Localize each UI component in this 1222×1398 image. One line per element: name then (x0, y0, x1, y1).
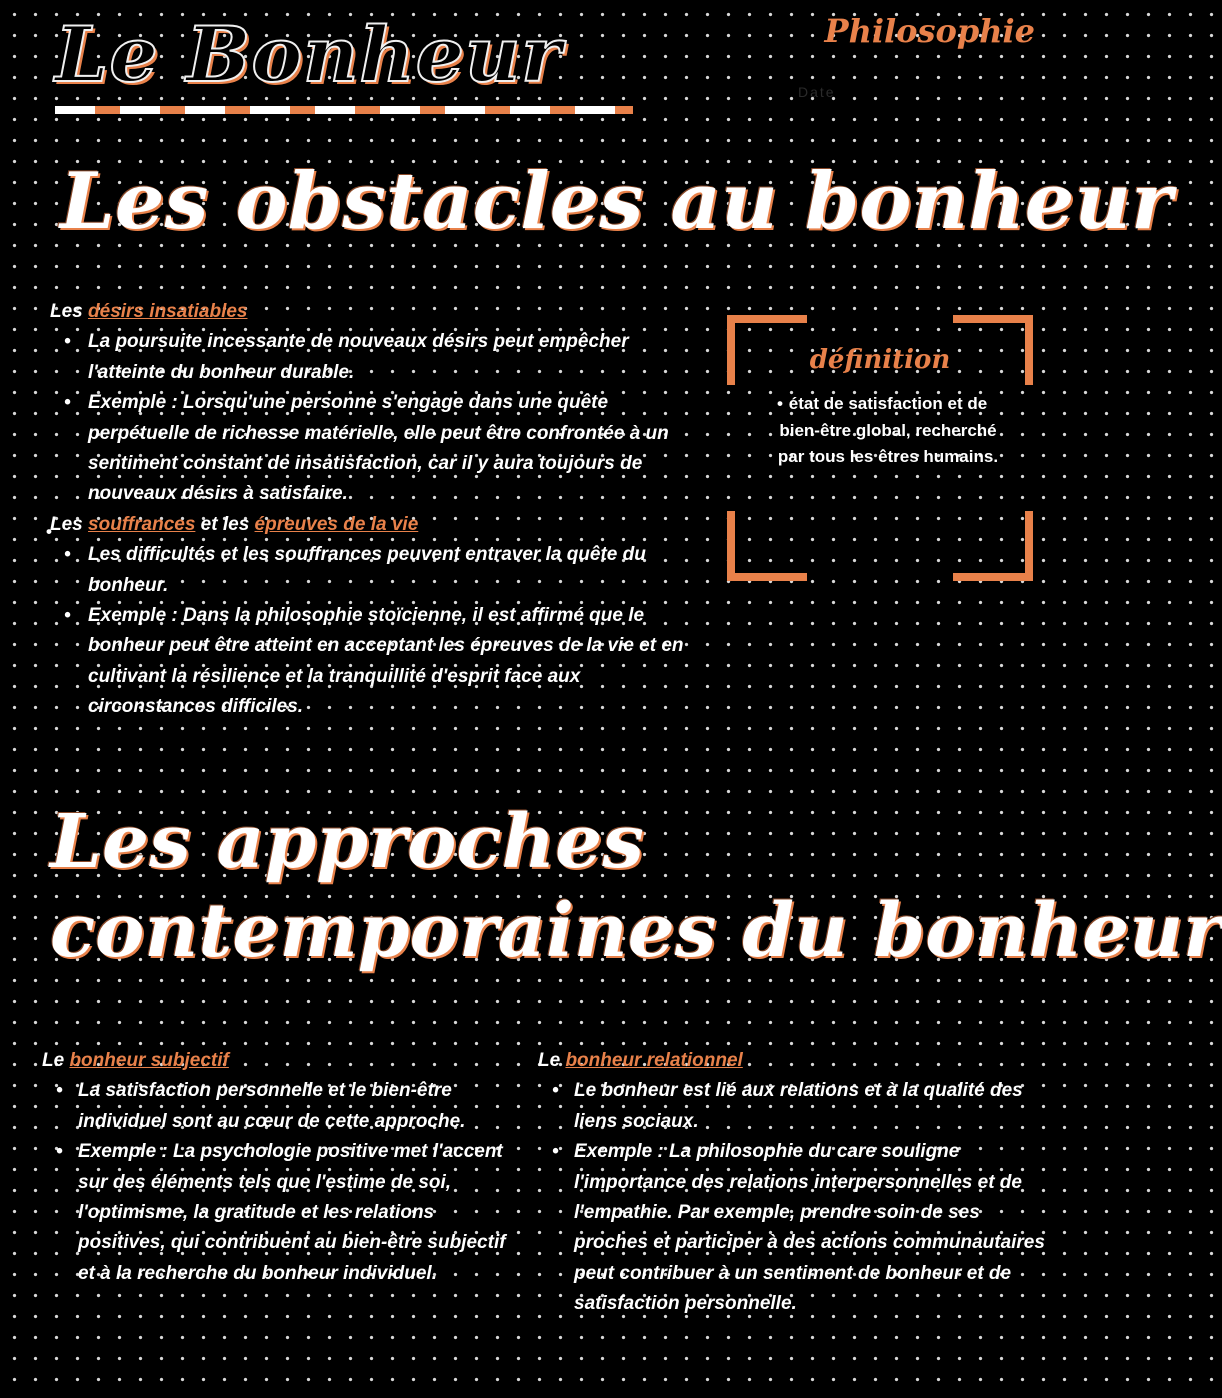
bullet-list (50, 540, 690, 722)
definition-title: définition (809, 345, 951, 375)
obstacles-content (50, 297, 690, 723)
list-item: • Exemple : La philosophie du care souligne l'importance des relations interpersonnelles et de l'empathie. Par exemple, prendre soin de ses proches et participer à des actions communautaires peut contribuer à un sentiment de bonheur et de satisfaction personnelle. (538, 1137, 1058, 1319)
column-bonheur-subjectif (42, 1046, 522, 1289)
highlight-epreuves: épreuves de la vie (254, 513, 419, 535)
bullet-list (42, 1076, 522, 1289)
section-title-obstacles: Les obstacles au bonheur (60, 156, 1173, 247)
list-item: • Les difficultés et les souffrances peuvent entraver la quête du bonheur. (50, 540, 690, 601)
list-item: • Exemple : La psychologie positive met l'accent sur des éléments tels que l'estime de soi, l'optimisme, la gratitude et les relations positives, qui contribuent au bien-être subjectif et à la recherche du bonheur individuel. (42, 1137, 522, 1289)
highlight-desirs: désirs insatiables (88, 301, 248, 322)
frame-corner (953, 511, 1033, 581)
list-item: • La poursuite incessante de nouveaux désirs peut empêcher l'atteinte du bonheur durable. (50, 327, 690, 388)
highlight-subjectif: bonheur subjectif (69, 1050, 229, 1071)
frame-corner (727, 511, 807, 581)
section-title-approches (50, 798, 1222, 976)
subheading-souffrances: Les souffrances et les épreuves de la vie (50, 513, 419, 535)
list-item: • La satisfaction personnelle et le bien-être individuel sont au cœur de cette approche. (42, 1076, 522, 1137)
definition-list (773, 391, 1003, 471)
definition-item: • état de satisfaction et de bien-être global, recherché par tous les êtres humains. (773, 391, 1003, 471)
subheading-subjectif: Le bonheur subjectif (42, 1050, 229, 1071)
section-title-line: Les approches (50, 799, 644, 885)
page-title: Le Bonheur (55, 10, 563, 99)
list-item: • Le bonheur est lié aux relations et à la qualité des liens sociaux. (538, 1076, 1058, 1137)
title-underline (55, 106, 633, 114)
empty-bullet-icon: • (46, 522, 52, 541)
highlight-relationnel: bonheur relationnel (565, 1050, 743, 1071)
bullet-list (50, 327, 690, 509)
bullet-list (538, 1076, 1058, 1319)
subheading-relationnel: Le bonheur relationnel (538, 1050, 743, 1071)
highlight-souffrances: souffrances (88, 513, 196, 535)
list-item: • Exemple : Lorsqu'une personne s'engage dans une quête perpétuelle de richesse matérielle, elle peut être confrontée à un sentiment constant de insatisfaction, car il y aura toujours de nouveaux désirs à satisfaire. (50, 388, 690, 510)
list-item: • Exemple : Dans la philosophie stoïcienne, il est affirmé que le bonheur peut être atteint en acceptant les épreuves de la vie et en cultivant la résilience et la tranquillité d'esprit face aux circonstances difficiles. (50, 601, 690, 723)
date-label: Date (798, 84, 836, 100)
definition-box (727, 315, 1033, 581)
subject-label: Philosophie (824, 12, 1035, 50)
section-title-line: contemporaines du bonheur (50, 887, 1222, 974)
column-bonheur-relationnel (538, 1046, 1058, 1320)
subheading-desirs: Les désirs insatiables (50, 301, 248, 322)
